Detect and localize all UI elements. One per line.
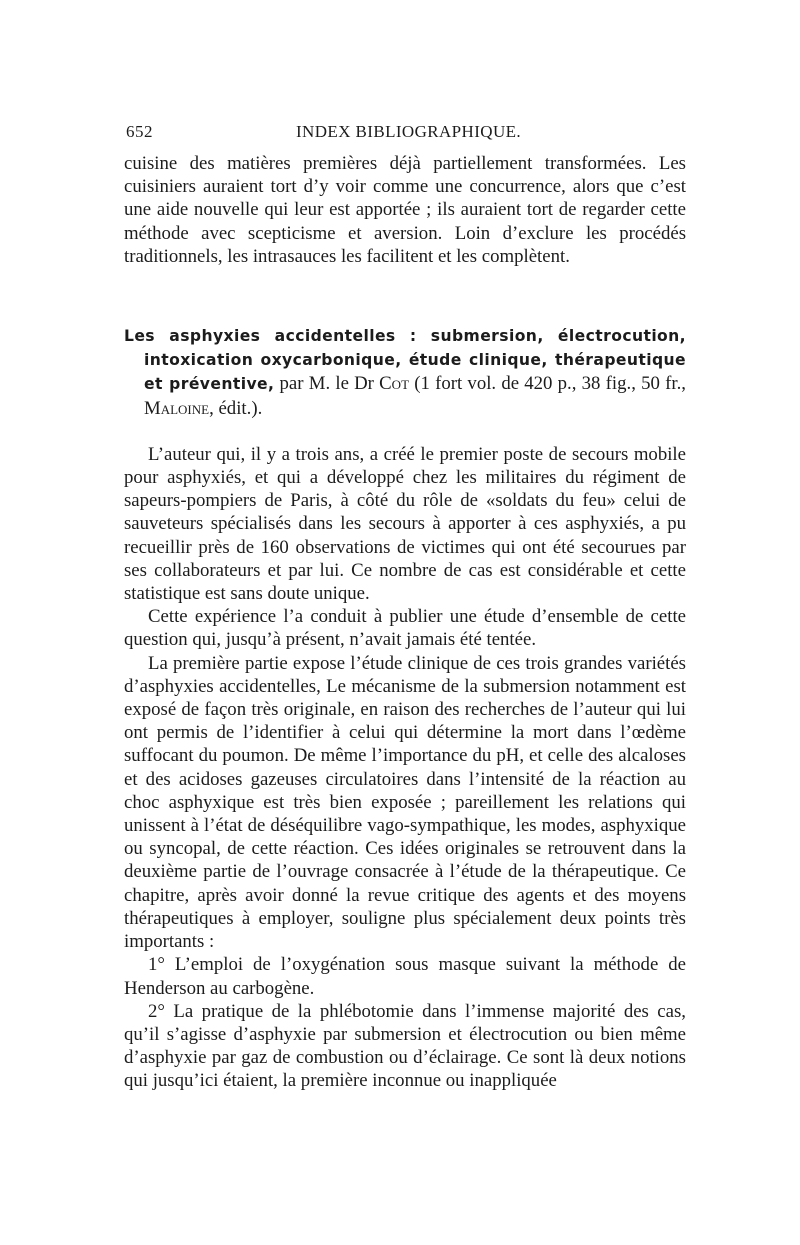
review-paragraph-2: Cette expérience l’a conduit à publier une étude d’ensemble de cette question qui, jusqu’à présent, n’avait jamais été tentée. (124, 606, 686, 651)
page-number: 652 (126, 122, 153, 141)
review-item-2: 2° La pratique de la phlébotomie dans l’immense majorité des cas, qu’il s’agisse d’asphyxie par submersion et électrocution ou bien même d’asphyxie par gaz de combustion ou d’éclairage. Ce sont là deux notions qui jusqu’ici étaient, la première inconnue ou inappliquée (124, 1000, 686, 1092)
entry-gap (124, 420, 686, 443)
entry-title: Les asphyxies accidentelles : submersion, électrocution, intoxication oxycarbonique, étude clinique, thérapeutique et préventive, (124, 327, 686, 394)
entry-details: (1 fort vol. de 420 p., 38 fig., 50 fr., (409, 373, 686, 395)
continued-paragraph: cuisine des matières premières déjà partiellement transformées. Les cuisiniers auraient tort d’y voir comme une concurrence, alors que c’est une aide nouvelle qui leur est apportée ; ils auraient tort de regarder cette méthode avec scepticisme et aversion. Loin d’exclure les procédés traditionnels, les intrasauces les facilitent et les complètent. (124, 153, 686, 267)
entry-end: , édit.). (209, 397, 263, 419)
bibliographic-entry-title (124, 324, 686, 420)
review-paragraph-3: La première partie expose l’étude clinique de ces trois grandes variétés d’asphyxies accidentelles, Le mécanisme de la submersion notamment est exposé de façon très originale, en raison des recherches de l’auteur qui lui ont permis de l’identifier à celui qui détermine la mort dans l’œdème suffocant du poumon. De même l’importance du pH, et celle des alcaloses et des acidoses gazeuses circulatoires dans l’intensité de la réaction au choc asphyxique est très bien exposée ; pareillement les relations qui unissent à l’état de déséquilibre vago-sympathique, les modes, asphyxique ou syncopal, de cette réaction. Ces idées originales se retrouvent dans la deuxième partie de l’ouvrage consacrée à l’étude de la thérapeutique. Ce chapitre, après avoir donné la revue critique des agents et des moyens thérapeutiques à employer, souligne plus spécialement deux points très importants : (124, 652, 686, 953)
running-head: INDEX BIBLIOGRAPHIQUE. (296, 122, 522, 141)
review-item-1: 1° L’emploi de l’oxygénation sous masque suivant la méthode de Henderson au carbogène. (124, 954, 686, 999)
review-paragraph-1: L’auteur qui, il y a trois ans, a créé le premier poste de secours mobile pour asphyxiés, et qui a développé chez les militaires du régiment de sapeurs-pompiers de Paris, à côté du rôle de «soldats du feu» celui de sauveteurs spécialisés dans les secours à apporter à ces asphyxiés, a pu recueillir près de 160 observations de victimes qui ont été secourues par ses collaborateurs et par lui. Ce nombre de cas est considérable et cette statistique est sans doute unique. (124, 443, 686, 605)
section-gap (124, 268, 686, 324)
entry-publisher: Maloine (144, 397, 210, 419)
page (124, 118, 686, 1093)
page-header (124, 118, 686, 152)
entry-author: Cot (379, 373, 410, 395)
entry-author-prefix: par M. le Dr (274, 373, 380, 395)
